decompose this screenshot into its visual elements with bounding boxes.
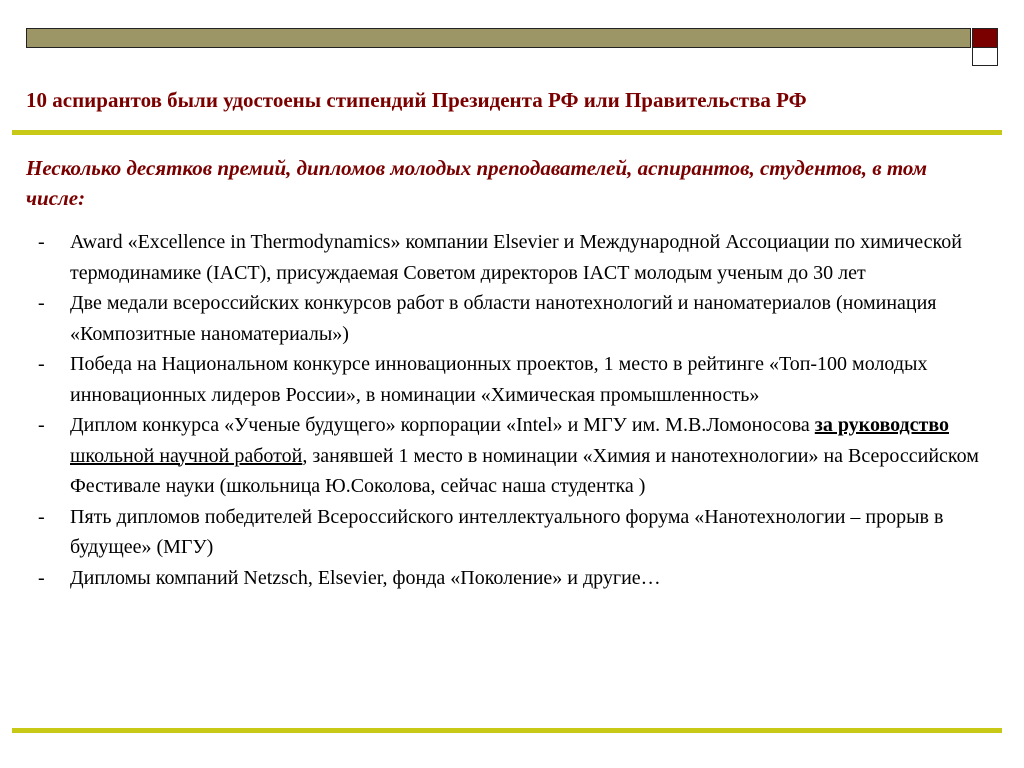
list-item-text: Победа на Национальном конкурсе инновационных проектов, 1 место в рейтинге «Топ-100 молодых инновационных лидеров России», в номинации «Химическая промышленность» — [70, 353, 928, 406]
emphasis-leadership: за руководство — [814, 414, 950, 436]
list-item-text: Award «Excellence in Thermodynamics» компании Elsevier и Международной Ассоциации по химической термодинамике (IACT), присуждаемая Советом директоров IACT молодым ученым до 30 лет — [70, 231, 962, 284]
band-red-square — [972, 28, 998, 48]
list-item — [28, 227, 993, 288]
bullet-dash: - — [38, 414, 45, 436]
bullet-dash: - — [38, 566, 45, 589]
slide-subheading: Несколько десятков премий, дипломов молодых преподавателей, аспирантов, студентов, в том числе: — [26, 156, 927, 210]
bullet-dash: - — [38, 231, 45, 253]
bullet-dash: - — [38, 292, 45, 314]
list-item — [28, 563, 993, 594]
list-item — [28, 349, 993, 410]
list-item-text-start: Диплом конкурса «Ученые будущего» корпорации «Intel» и МГУ им. М.В.Ломоносова — [70, 414, 815, 436]
list-item-text-end: , занявшей 1 место в номинации «Химия и нанотехнологии» на Всероссийском Фестивале науки (школьница Ю.Соколова, сейчас наша студентка ) — [70, 444, 979, 497]
list-item-text: Две медали всероссийских конкурсов работ в области нанотехнологий и наноматериалов (номинация «Композитные наноматериалы») — [70, 292, 937, 345]
list-item-text: Пять дипломов победителей Всероссийского интеллектуального форума «Нанотехнологии – прорыв в будущее» (МГУ) — [70, 505, 944, 558]
list-item — [28, 502, 993, 563]
bottom-divider — [12, 728, 1002, 733]
slide-heading: 10 аспирантов были удостоены стипендий Президента РФ или Правительства РФ — [26, 88, 807, 112]
list-item — [28, 288, 993, 349]
list-item — [28, 410, 993, 502]
top-divider — [12, 130, 1002, 135]
awards-list — [28, 227, 993, 593]
band-olive-bar — [26, 28, 971, 48]
emphasis-school-work: школьной научной работой — [70, 444, 303, 467]
band-white-square — [972, 48, 998, 66]
bullet-dash: - — [38, 353, 45, 375]
list-item-text: Дипломы компаний Netzsch, Elsevier, фонда «Поколение» и другие… — [70, 566, 661, 589]
bullet-dash: - — [38, 505, 45, 528]
top-decorative-band — [26, 28, 1004, 66]
